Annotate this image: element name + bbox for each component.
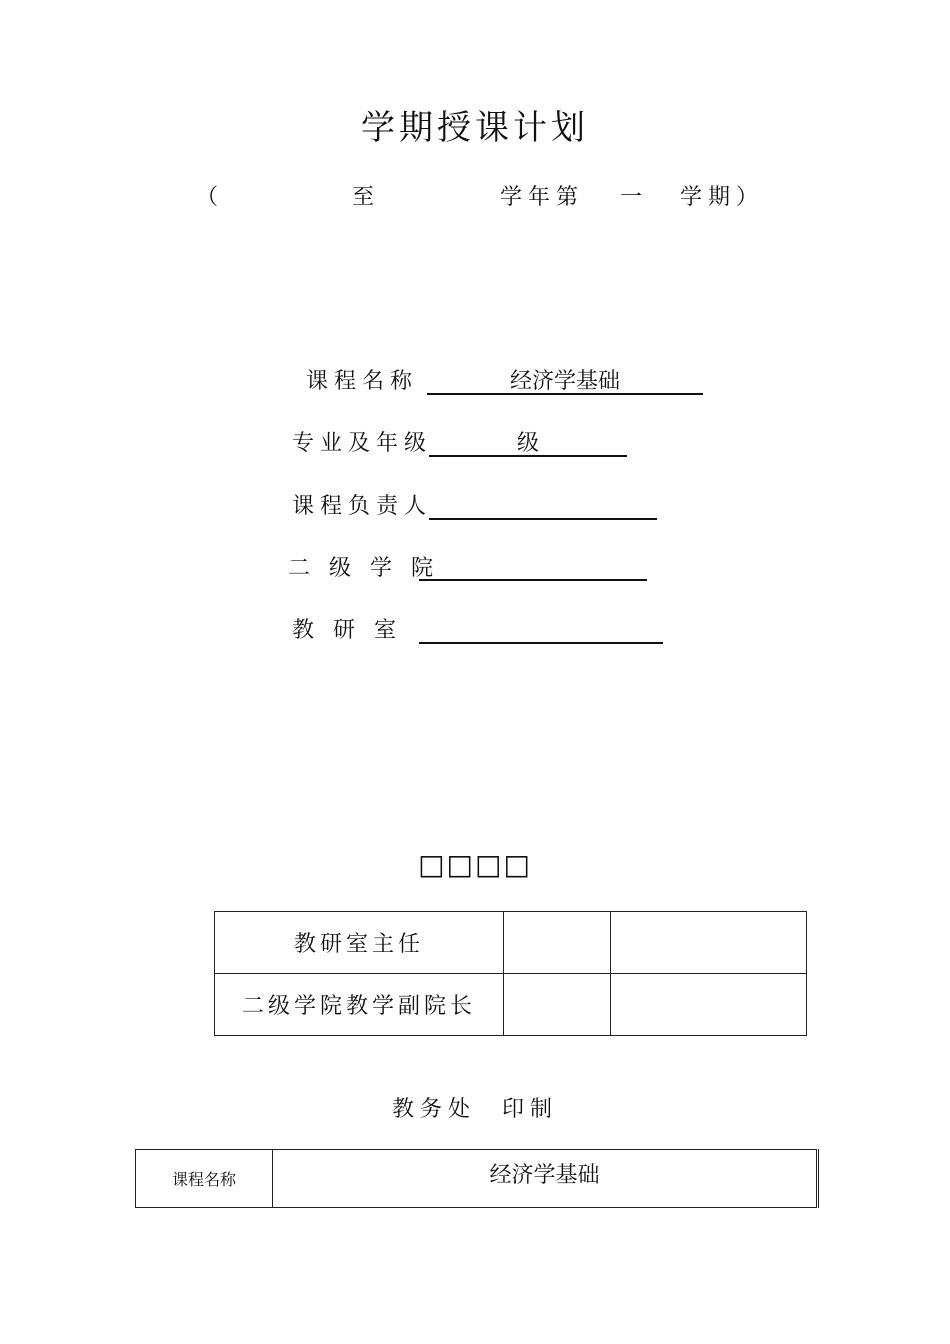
- course-table-label: 课程名称: [136, 1150, 273, 1208]
- course-name-underline: [427, 393, 703, 395]
- course-name-label: 课程名称: [306, 369, 419, 394]
- owner-label: 课程负责人: [292, 494, 433, 519]
- major-value: 级: [516, 431, 539, 456]
- subtitle-to: 至: [352, 185, 375, 210]
- date-cell: [611, 974, 807, 1036]
- major-underline: [429, 455, 627, 457]
- college-label: 二 级 学 院: [288, 556, 439, 581]
- signature-cell: [504, 974, 611, 1036]
- table-row: [136, 1150, 818, 1208]
- owner-underline: [429, 518, 657, 520]
- course-table-value: 经济学基础: [273, 1150, 818, 1208]
- unrendered-heading: □□□□: [418, 848, 532, 881]
- signature-table: [214, 911, 807, 1036]
- signature-row: [215, 912, 807, 974]
- printed-by-dept: 教务处: [391, 1097, 476, 1122]
- office-underline: [419, 642, 663, 644]
- subtitle-open-paren: （: [196, 185, 219, 210]
- signature-row-label: 二级学院教学副院长: [215, 974, 504, 1036]
- subtitle-year-word: 学年第: [500, 185, 585, 210]
- office-label: 教 研 室: [292, 618, 402, 643]
- date-cell: [611, 912, 807, 974]
- printed-by-action: 印制: [502, 1097, 559, 1122]
- course-table: [135, 1149, 819, 1208]
- subtitle-term-number: 一: [620, 185, 643, 210]
- signature-cell: [504, 912, 611, 974]
- major-label: 专业及年级: [292, 431, 433, 456]
- signature-row-label: 教研室主任: [215, 912, 504, 974]
- page-title: 学期授课计划: [361, 108, 589, 148]
- college-underline: [419, 579, 647, 581]
- signature-row: [215, 974, 807, 1036]
- printed-by: [0, 1092, 950, 1123]
- subtitle-term-word: 学期）: [680, 185, 765, 210]
- course-name-value: 经济学基础: [509, 369, 620, 394]
